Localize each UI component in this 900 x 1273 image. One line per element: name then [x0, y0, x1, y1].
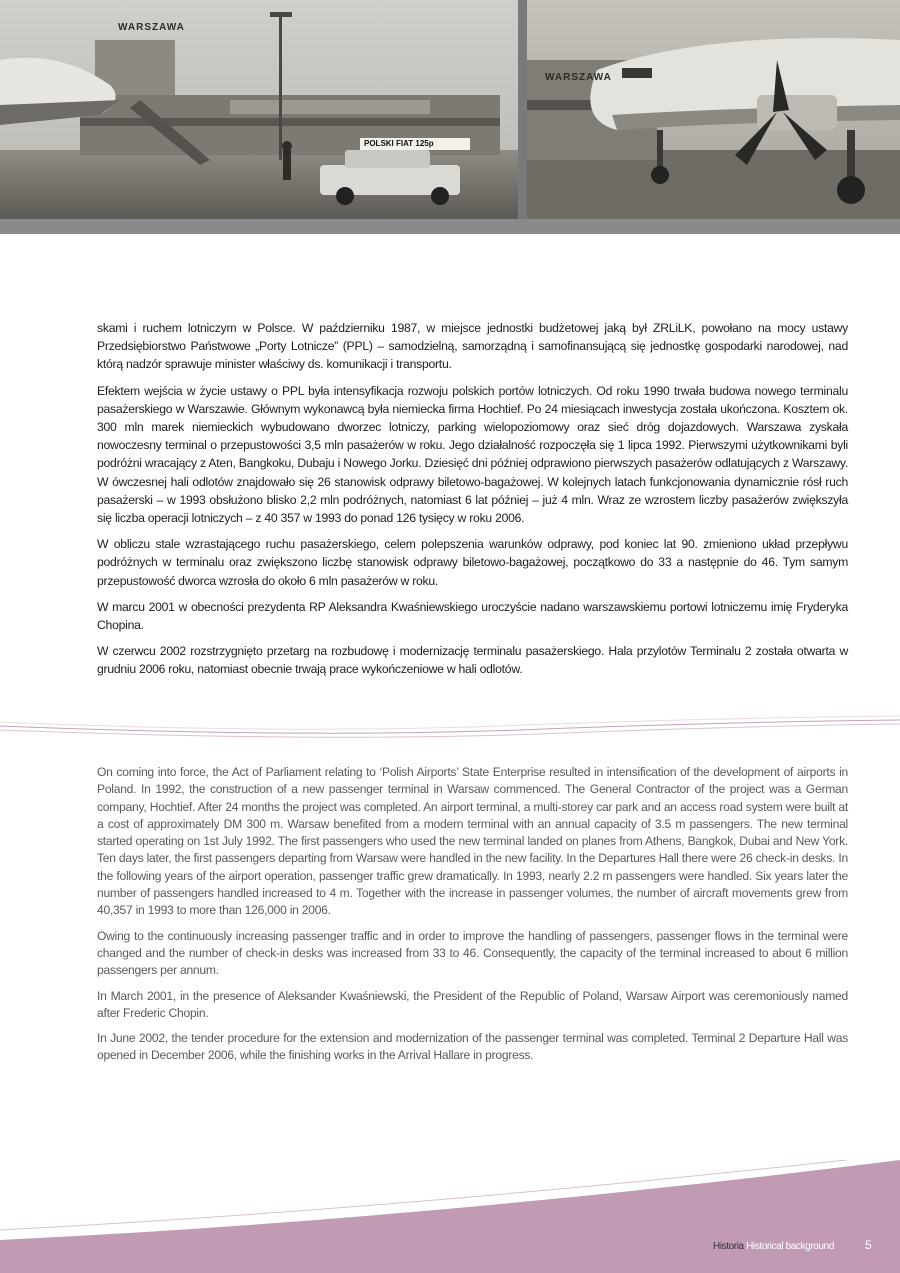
photo-strip: [0, 0, 900, 234]
polish-paragraph: W obliczu stale wzrastającego ruchu pasażerskiego, celem polepszenia warunków odprawy, pod koniec lat 90. zmieniono układ przepływu podróżnych w terminalu oraz zwiększono liczbę stanowisk odprawy biletowo-bagażowej, początkowo do 33 a następnie do 46. Tym samym przepustowość dworca wzrosła do około 6 mln pasażerów w roku.: [97, 537, 848, 588]
footer-section-en: Historical background: [746, 1241, 834, 1252]
photo-strip-footer-band: [0, 219, 900, 234]
polish-paragraph: Efektem wejścia w życie ustawy o PPL była intensyfikacja rozwoju polskich portów lotniczych. Od roku 1990 trwała budowa nowego terminalu pasażerskiego w Warszawie. Głównym wykonawcą była niemiecka firma Hochtief. Po 24 miesiącach inwestycja została ukończona. Kosztem ok. 300 mln marek niemieckich wybudowano dworzec lotniczy, parking wielopoziomowy oraz sieć dróg dojazdowych. Warszawa zyskała nowoczesny terminal o przepustowości 3,5 mln pasażerów w roku. Jego działalność rozpoczęła się 1 lipca 1992. Pierwszymi użytkownikami byli podróżni wracający z Aten, Bangkoku, Dubaju i Nowego Jorku. Dziesięć dni później odprawiono pierwszych pasażerów odlatujących z Warszawy. W ówczesnej hali odlotów znajdowało się 26 stanowisk odprawy biletowo-bagażowej. W kolejnych latach funkcjonowania dynamicznie rósł ruch pasażerski – w 1993 obsłużono blisko 2,2 mln podróżnych, natomiast 6 lat później – już 4 mln. Wraz ze wzrostem liczby pasażerów zwiększyła się liczba operacji lotniczych – z 40 357 w 1993 do ponad 126 tysięcy w roku 2006.: [97, 383, 848, 526]
polish-paragraph: W czerwcu 2002 rozstrzygnięto przetarg na rozbudowę i modernizację terminalu pasażerskiego. Hala przylotów Terminalu 2 została otwarta w grudniu 2006 roku, natomiast obecnie trwają prace wykończeniowe w hali odlotów.: [97, 644, 848, 677]
photo-aircraft-propeller: [527, 0, 900, 219]
english-paragraph: In June 2002, the tender procedure for the extension and modernization of the passenger terminal was completed. Terminal 2 Departure Hall was opened in December 2006, while the finishing works in the Arrival Hallare in progress.: [97, 1031, 848, 1063]
terminal-sign-text: WARSZAWA: [118, 22, 185, 33]
english-text-block: [97, 764, 848, 1073]
polish-paragraph: W marcu 2001 w obecności prezydenta RP Aleksandra Kwaśniewskiego uroczyście nadano warszawskiemu portowi lotniczemu imię Fryderyka Chopina.: [97, 599, 848, 633]
footer-section-pl: Historia: [713, 1241, 744, 1252]
photo-terminal-fiat: [0, 0, 518, 219]
polish-text-block: [97, 319, 848, 687]
footer-wave: [0, 1160, 900, 1273]
terminal-sign-text-right: WARSZAWA: [545, 72, 612, 83]
english-paragraph: On coming into force, the Act of Parliament relating to ‘Polish Airports’ State Enterprise resulted in intensification of the development of airports in Poland. In 1992, the construction of a new passenger terminal in Warsaw commenced. The General Contractor of the project was a German company, Hochtief. After 24 months the project was completed. An airport terminal, a multi-storey car park and an access road system were built at a cost of approximately DM 300 m. Warsaw benefited from a modern terminal with an annual capacity of 3.5 m passengers. The new terminal started operating on 1st July 1992. The first passengers who used the new terminal landed on planes from Athens, Bangkok, Dubai and New York. Ten days later, the first passengers departing from Warsaw were handled in the new facility. In the Departures Hall there were 26 check-in desks. In the following years of the airport operation, passenger traffic grew dramatically. In 1993, nearly 2.2 m passengers were handled. Six years later the number of passengers handled increased to 4 m. Together with the increase in passenger volumes, the number of aircraft movements grew from 40,357 in 1993 to more than 126,000 in 2006.: [97, 765, 848, 918]
decorative-divider: [0, 712, 900, 742]
english-paragraph: In March 2001, in the presence of Aleksander Kwaśniewski, the President of the Republic of Poland, Warsaw Airport was ceremoniously named after Frederic Chopin.: [97, 988, 848, 1020]
footer-section-label: [713, 1241, 834, 1252]
page-number: 5: [865, 1238, 872, 1252]
car-roof-sign-text: POLSKI FIAT 125p: [364, 139, 434, 148]
polish-paragraph: skami i ruchem lotniczym w Polsce. W październiku 1987, w miejsce jednostki budżetowej jaką był ZRLiLK, powołano na mocy ustawy Przedsiębiorstwo Państwowe „Porty Lotnicze” (PPL) – samodzielną, samorządną i samofinansującą się jednostkę gospodarki narodowej, nad którą nadzór sprawuje minister właściwy ds. komunikacji i transportu.: [97, 321, 848, 372]
english-paragraph: Owing to the continuously increasing passenger traffic and in order to improve the handling of passengers, passenger flows in the terminal were changed and the number of check-in desks was increased from 33 to 46. Consequently, the capacity of the terminal increased to about 6 million passengers per annum.: [97, 928, 848, 978]
